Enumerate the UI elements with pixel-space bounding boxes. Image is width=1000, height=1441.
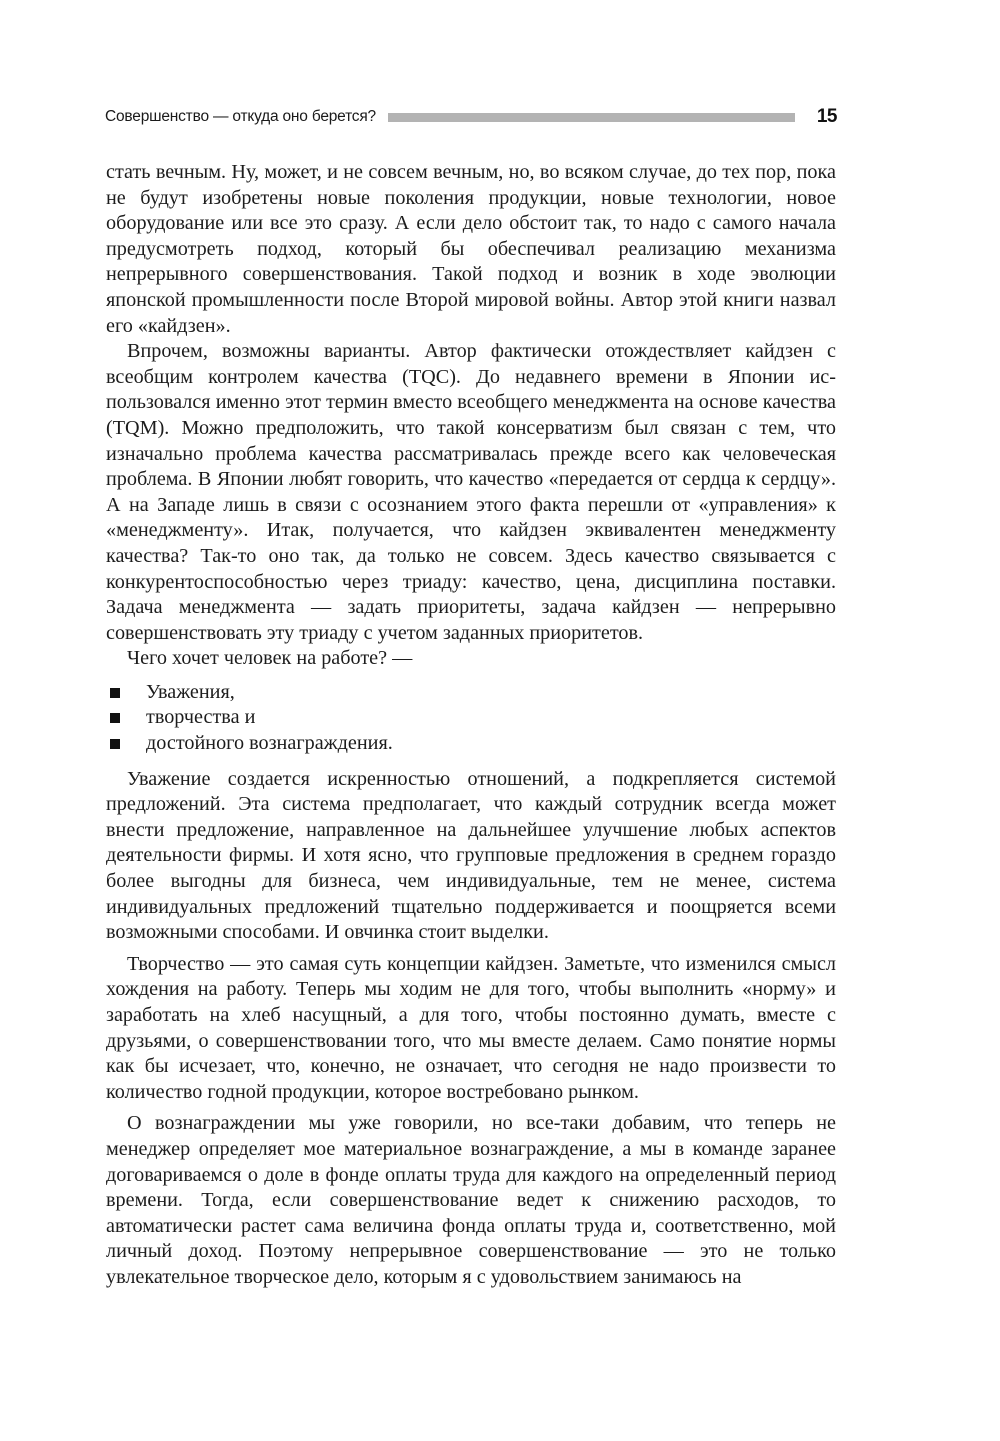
paragraph-respect: Уважение создается искренностью отношений, а подкрепляется системой предложений. Эта система предполагает, что каждый сотрудник всегда может внести предложение, направленное на дальнейшее улучшение любых аспектов деятельности фирмы. И хотя ясно, что групповые предложения в среднем гораздо более выгодны для бизнеса, чем индивидуальные, тем не менее, система индивидуальных предложений тщательно поддерживается и поощряется всеми возможными способами. И овчинка стоит выделки. [106, 767, 836, 944]
body-text [106, 160, 836, 1291]
list-item [106, 705, 836, 731]
paragraph-question: Чего хочет человек на работе? — [127, 647, 413, 670]
page-number: 15 [816, 106, 837, 127]
list-item-text: достойного вознаграждения. [146, 732, 393, 755]
paragraph-continued: стать вечным. Ну, может, и не совсем вечным, но, во всяком случае, до тех пор, пока не будут изобретены новые поколения продукции, новые технологии, новое оборудование или все это сразу. А если дело обстоит так, то надо с самого начала предусмотреть подход, который бы обеспечивал реализацию механизма непрерывного совершенствования. Такой подход и возник в ходе эволюции японской промышленности после Второй мировой войны. Автор этой книги назвал его «кайдзен». [106, 161, 836, 337]
square-bullet-icon [110, 739, 120, 749]
list-item-text: Уважения, [146, 680, 235, 703]
running-title: Совершенство — откуда оно берется? [105, 108, 376, 125]
paragraph-reward: О вознаграждении мы уже говорили, но все-таки добавим, что теперь не менеджер определяет мое материальное вознаграждение, а мы в команде заранее договариваемся о доле в фонде оплаты труда для каждого на определенный период времени. Тогда, если совершенствование ведет к снижению расходов, то автоматически растет сама величина фонда оплаты труда и, соответственно, мой личный доход. Поэтому непрерывное совершенствование — это не только увлекательное творческое дело, которым я с удовольствием занимаюсь на [106, 1112, 836, 1288]
list-item [106, 731, 836, 757]
square-bullet-icon [110, 688, 120, 698]
header-rule-bar [388, 113, 795, 122]
bullet-list [106, 680, 836, 757]
list-item-text: творчества и [146, 706, 256, 729]
paragraph-creativity: Творчество — это самая суть концепции кайдзен. Заметьте, что изменился смысл хождения на работу. Теперь мы ходим не для того, чтобы выполнить «норму» и заработать на хлеб насущный, а для того, чтобы постоянно думать, вместе с друзьями, о совершенствовании того, что мы вместе делаем. Само понятие нормы как бы исчезает, что, конечно, не означает, что сегодня не надо произвести то количество годной продукции, которое востребовано рынком. [106, 952, 836, 1103]
square-bullet-icon [110, 713, 120, 723]
running-head [105, 104, 837, 130]
paragraph-variants: Впрочем, возможны варианты. Автор фактически отождествляет кайдзен с всеобщим контролем качества (TQC). До недавнего времени в Японии использовался именно этот термин вместо всеобщего менеджмента на основе качества (TQM). Можно предположить, что такой консерватизм был связан с тем, что изначально проблема качества рассматривалась прежде всего как человеческая проблема. В Японии любят говорить, что качество «передается от сердца к сердцу». А на Западе лишь в связи с осознанием этого факта перешли от «управления» к «менеджменту». Итак, получается, что кайдзен эквивалентен менеджменту качества? Так-то оно так, да только не совсем. Здесь качество связывается с конкурентоспособностью через триаду: качество, цена, дисциплина поставки. Задача менеджмента — задать приоритеты, задача кайдзен — непрерывно совершенствовать эту триаду с учетом заданных приоритетов. [106, 340, 836, 644]
list-item [106, 680, 836, 706]
